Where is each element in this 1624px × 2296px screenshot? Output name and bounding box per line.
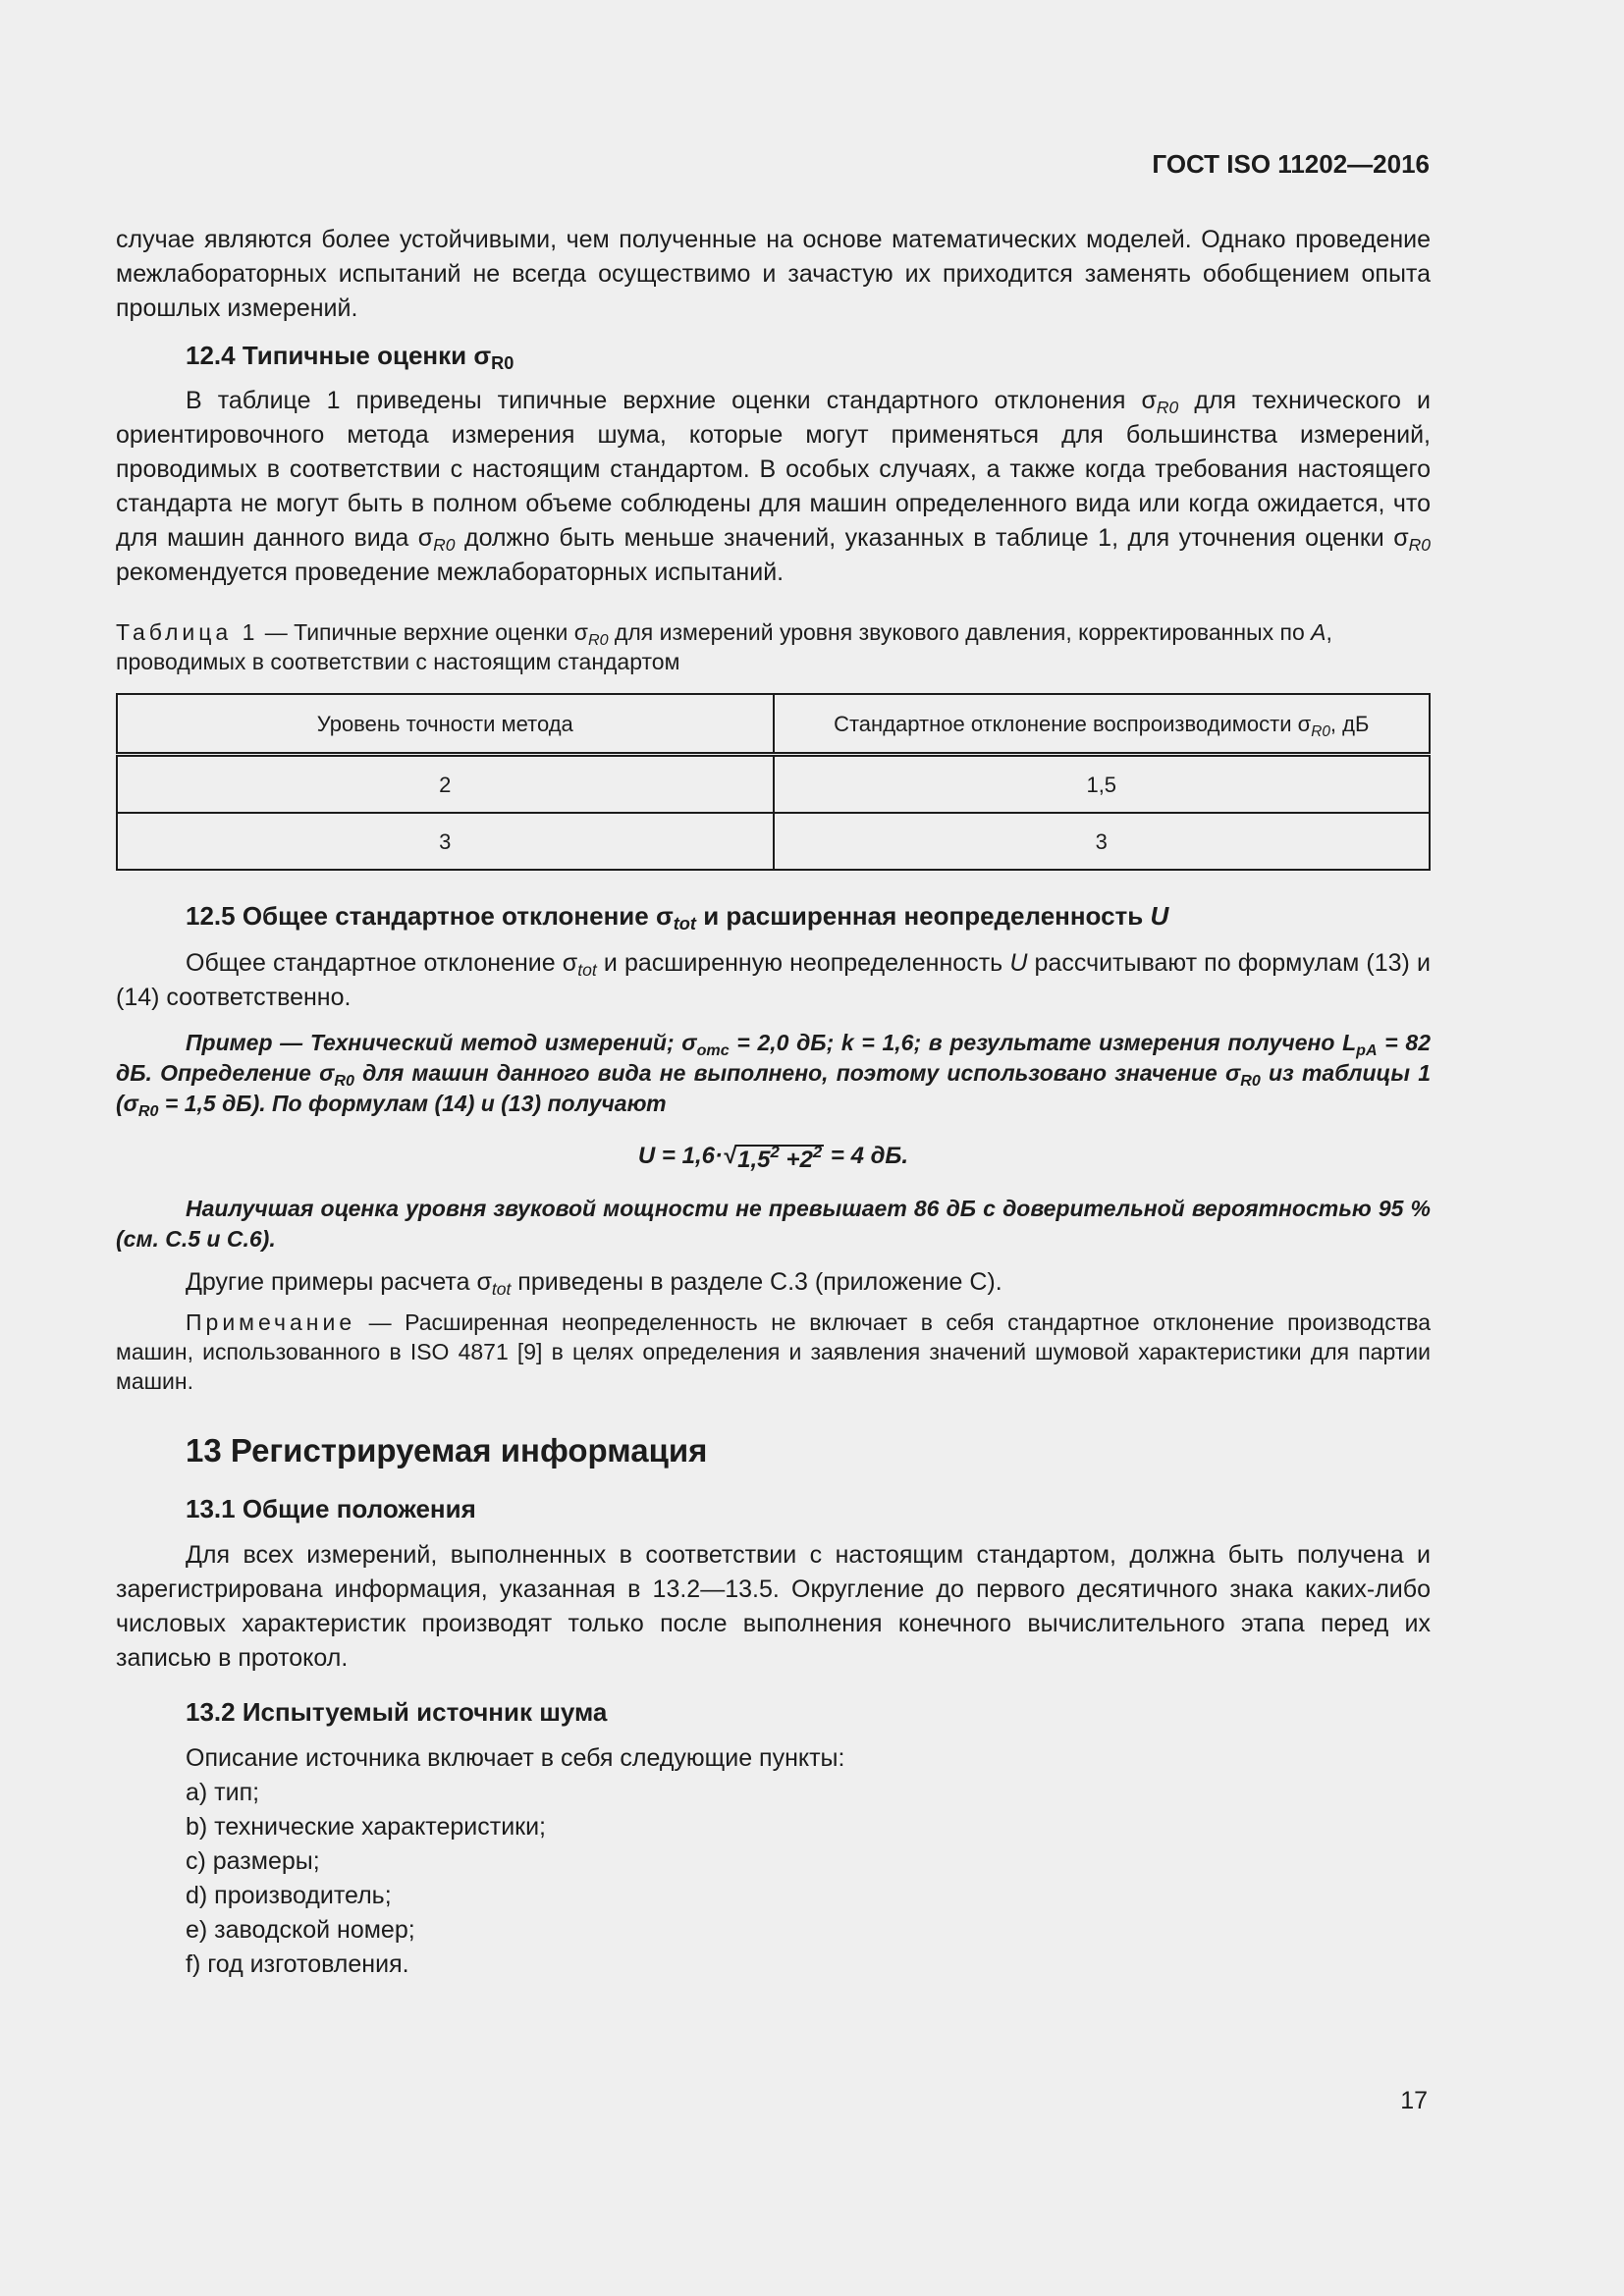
list-item: b) технические характеристики; xyxy=(186,1813,547,1841)
section-12-4-title: 12.4 Типичные оценки $\sigma_{R0}$ xyxy=(186,341,514,373)
section-12-4-paragraph: В таблице 1 приведены типичные верхние оценки стандартного отклонения $\sigma_{R0}$ для технического и ориентировочного метода измерения шума, которые могут применяться для большинства измерений, проводимых в соответствии с настоящим стандартом. В особых случаях, а также когда требования настоящего стандарта не могут быть в полном объеме соблюдены для машин определенного вида или когда ожидается, что для машин данного вида $\sigma_{R0}$ должно быть меньше значений, указанных в таблице 1, для уточнения оценки $\sigma_{R0}$ рекомендуется проведение межлабораторных испытаний. xyxy=(116,387,1432,586)
note-paragraph: Примечание — Расширенная неопределенность не включает в себя стандартное отклонение производства машин, использованного в ISO 4871 [9] в целях определения и заявления значений шумовой характеристики для партии машин. xyxy=(116,1309,1431,1394)
section-12-5-paragraph: Общее стандартное отклонение $\sigma_{tot}$ и расширенную неопределенность U рассчитывают по формулам (13) и (14) соответственно. xyxy=(116,949,1431,1011)
standard-header: ГОСТ ISO 11202—2016 xyxy=(1152,149,1430,179)
section-13-1-title: 13.1 Общие положения xyxy=(186,1494,476,1523)
section-13-1-paragraph: Для всех измерений, выполненных в соответствии с настоящим стандартом, должна быть получена и зарегистрирована информация, указанная в 13.2—13.5. Округление до первого десятичного знака каких-либо числовых характеристик производят только после выполнения конечного вычислительного этапа перед их записью в протокол. xyxy=(116,1541,1431,1672)
table-cell: 3 xyxy=(774,813,1431,870)
sqrt-radicand: $1,5^2 +2^2$ xyxy=(737,1143,823,1173)
table-1-caption: Таблица 1 — Типичные верхние оценки $\sigma_{R0}$ для измерений уровня звукового давления, корректированных по A, проводимых в соответствии с настоящим стандартом xyxy=(116,619,1332,674)
table-1 xyxy=(116,693,1431,871)
table-cell: 2 xyxy=(117,755,774,814)
table-header-row xyxy=(117,694,1430,755)
source-description-list xyxy=(116,1741,1431,1982)
table-row xyxy=(117,755,1430,814)
example-paragraph: Пример — Технический метод измерений; $\sigma_{omc} = 2,0$ дБ; k = 1,6; в результате измерения получено $L_{pA} = 82$ дБ. Определение $\sigma_{R0}$ для машин данного вида не выполнено, поэтому использовано значение $\sigma_{R0}$ из таблицы 1 ($\sigma_{R0} = 1,5$ дБ). По формулам (14) и (13) получают xyxy=(116,1030,1431,1120)
list-item: d) производитель; xyxy=(186,1882,392,1909)
table-cell: 1,5 xyxy=(774,755,1431,814)
sqrt-sign: √ xyxy=(722,1143,736,1169)
example-conclusion: Наилучшая оценка уровня звуковой мощности не превышает 86 дБ с доверительной вероятностью 95 % (см. С.5 и С.6). xyxy=(116,1196,1431,1252)
table-row xyxy=(117,813,1430,870)
section-13-2-title: 13.2 Испытуемый источник шума xyxy=(186,1697,608,1727)
page-content xyxy=(116,223,1431,1982)
table-header-cell: Стандартное отклонение воспроизводимости $\sigma_{R0}$, дБ xyxy=(774,694,1431,755)
page-number: 17 xyxy=(1400,2087,1428,2114)
section-12-5-title: 12.5 Общее стандартное отклонение $\sigma_{tot}$ и расширенная неопределенность U xyxy=(186,901,1169,934)
list-item: e) заводской номер; xyxy=(186,1916,415,1944)
formula: $U = 1,6\cdot√1,5^2 +2^2 = 4$ дБ. xyxy=(637,1143,909,1173)
table-cell: 3 xyxy=(117,813,774,870)
table-header-cell: Уровень точности метода xyxy=(117,694,774,755)
intro-paragraph: случае являются более устойчивыми, чем полученные на основе математических моделей. Однако проведение межлабораторных испытаний не всегда осуществимо и зачастую их приходится заменять обобщением опыта прошлых измерений. xyxy=(116,226,1431,322)
list-item: a) тип; xyxy=(186,1779,260,1806)
section-13-title: 13 Регистрируемая информация xyxy=(186,1432,708,1468)
list-item: f) год изготовления. xyxy=(186,1950,409,1978)
other-examples-paragraph: Другие примеры расчета $\sigma_{tot}$ приведены в разделе С.3 (приложение С). xyxy=(186,1268,1002,1299)
list-item: c) размеры; xyxy=(186,1847,320,1875)
list-intro: Описание источника включает в себя следующие пункты: xyxy=(186,1744,845,1772)
